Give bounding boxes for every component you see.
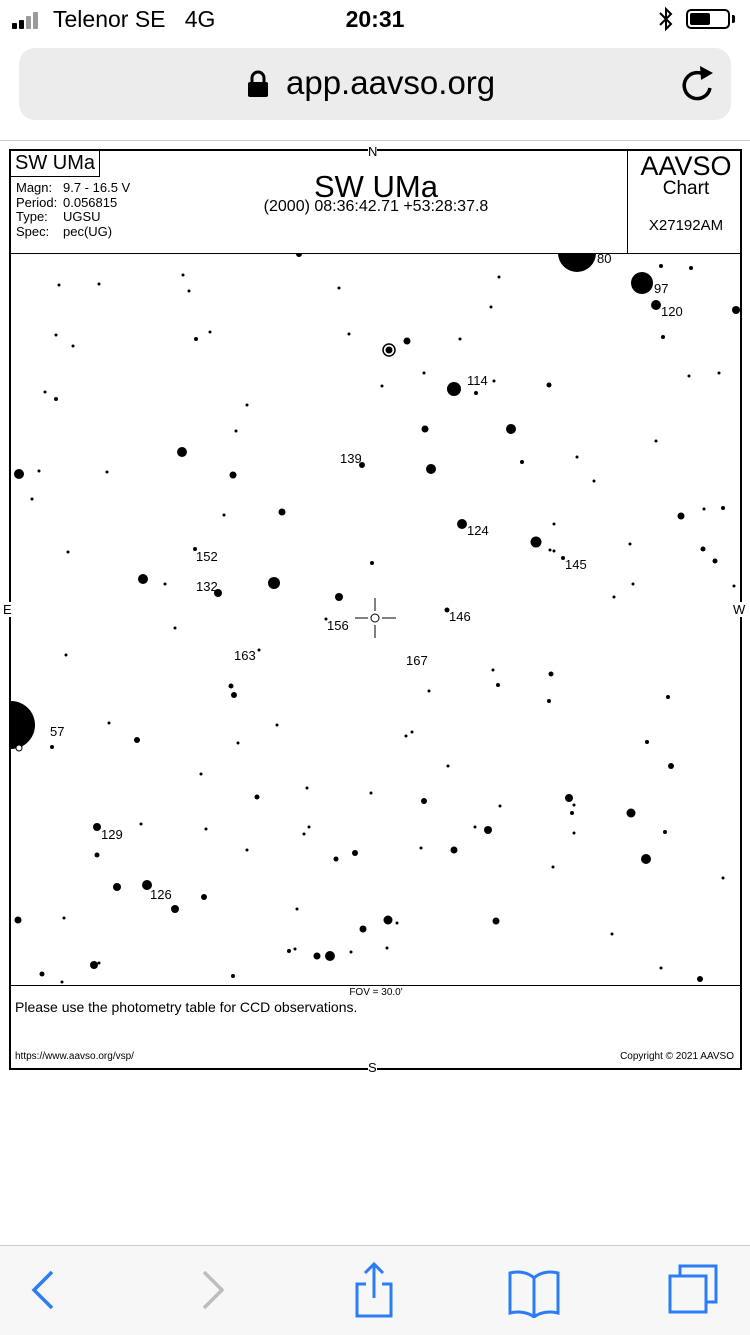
star-marker <box>54 397 58 401</box>
star-marker <box>209 331 212 334</box>
comparison-star-label: 139 <box>340 451 362 466</box>
info-spectrum: Spec: pec(UG) <box>16 223 113 239</box>
star-marker <box>61 981 64 984</box>
star-marker <box>496 683 500 687</box>
south-label: S <box>368 1060 377 1075</box>
browser-toolbar <box>0 1245 750 1335</box>
star-marker <box>223 514 226 517</box>
star-marker <box>314 953 321 960</box>
star-marker <box>447 382 461 396</box>
star-marker <box>426 464 436 474</box>
comparison-star-label: 152 <box>196 549 218 564</box>
star-marker <box>235 430 238 433</box>
comparison-star-label: 132 <box>196 579 218 594</box>
star-marker <box>194 337 198 341</box>
star-marker <box>411 731 414 734</box>
comparison-star-label: 167 <box>406 653 428 668</box>
star-marker <box>140 823 143 826</box>
star-marker <box>420 847 423 850</box>
star-marker <box>268 577 280 589</box>
network-type: 4G <box>184 6 216 32</box>
comparison-star-label: 129 <box>101 827 123 842</box>
ccd-note: Please use the photometry table for CCD observations. <box>15 999 358 1015</box>
comparison-star-label: 80 <box>597 253 612 266</box>
star-marker <box>547 383 552 388</box>
star-marker <box>55 334 58 337</box>
star-marker <box>360 926 367 933</box>
star-marker <box>338 287 341 290</box>
star-marker <box>95 853 100 858</box>
star-marker <box>188 290 191 293</box>
star-marker <box>552 866 555 869</box>
east-label: E <box>3 602 12 617</box>
star-marker <box>549 549 552 552</box>
comparison-star-label: 145 <box>565 557 587 572</box>
star-marker <box>459 338 462 341</box>
star-marker <box>423 372 426 375</box>
star-marker <box>384 916 393 925</box>
star-marker <box>106 471 109 474</box>
star-marker <box>396 922 399 925</box>
star-marker <box>255 795 260 800</box>
star-marker <box>258 649 261 652</box>
star-marker <box>205 828 208 831</box>
star-marker <box>428 690 431 693</box>
star-marker <box>138 574 148 584</box>
star-marker <box>549 672 554 677</box>
star-marker <box>573 832 576 835</box>
star-marker <box>386 947 389 950</box>
star-marker <box>164 583 167 586</box>
star-marker <box>386 347 393 354</box>
tabs-icon[interactable] <box>666 1262 722 1318</box>
star-marker <box>655 440 658 443</box>
org-subtitle: Chart <box>662 178 710 199</box>
star-marker <box>40 972 45 977</box>
star-marker <box>108 722 111 725</box>
star-marker <box>701 547 706 552</box>
star-marker <box>325 951 335 961</box>
star-marker <box>200 773 203 776</box>
chart-title: SW UMa <box>314 169 438 204</box>
star-marker <box>229 684 234 689</box>
bluetooth-icon <box>655 6 677 32</box>
star-marker <box>721 506 725 510</box>
status-bar <box>0 0 750 40</box>
star-marker <box>65 654 68 657</box>
reload-icon[interactable] <box>679 64 715 104</box>
back-icon[interactable] <box>16 1262 72 1318</box>
star-marker <box>688 375 691 378</box>
star-marker <box>276 724 279 727</box>
star-marker <box>370 792 373 795</box>
star-marker <box>493 380 496 383</box>
star-marker <box>90 961 98 969</box>
star-marker <box>663 830 667 834</box>
star-marker <box>629 543 632 546</box>
star-marker <box>296 253 302 257</box>
star-marker <box>576 456 579 459</box>
star-marker <box>718 372 721 375</box>
star-marker <box>474 391 478 395</box>
star-marker <box>231 692 237 698</box>
star-marker <box>201 894 207 900</box>
star-name-tag: SW UMa <box>11 151 100 177</box>
star-info <box>16 181 130 239</box>
battery-icon <box>686 9 730 29</box>
star-marker <box>451 847 458 854</box>
finder-chart <box>3 144 746 1075</box>
star-marker <box>15 917 22 924</box>
comparison-star-label: 156 <box>327 618 349 633</box>
star-marker <box>98 283 101 286</box>
star-marker <box>645 740 649 744</box>
info-magnitude: Magn: 9.7 - 16.5 V <box>16 180 131 195</box>
star-marker <box>308 826 311 829</box>
star-marker <box>457 519 467 529</box>
star-marker <box>506 424 516 434</box>
star-marker <box>237 742 240 745</box>
star-marker <box>246 404 249 407</box>
star-marker <box>72 345 75 348</box>
comparison-star-label: 126 <box>150 887 172 902</box>
star-marker <box>697 976 703 982</box>
chart-id: X27192AM <box>648 217 724 234</box>
star-marker <box>611 933 614 936</box>
star-marker <box>732 306 740 314</box>
star-marker <box>474 826 477 829</box>
copyright: Copyright © 2021 AAVSO <box>620 1051 734 1062</box>
org-logo-text: AAVSO <box>640 151 732 181</box>
comparison-star-label: 120 <box>661 304 683 319</box>
star-marker <box>350 951 353 954</box>
star-marker <box>279 509 286 516</box>
star-marker <box>565 794 573 802</box>
star-marker <box>348 333 351 336</box>
info-period: Period: 0.056815 <box>16 194 118 210</box>
url-text[interactable]: app.aavso.org <box>286 64 496 101</box>
star-marker <box>493 918 500 925</box>
star-marker <box>44 391 47 394</box>
source-url: https://www.aavso.org/vsp/ <box>15 1051 134 1062</box>
star-marker <box>230 472 237 479</box>
star-marker <box>171 905 179 913</box>
comparison-star-label: 57 <box>50 724 65 739</box>
star-marker <box>703 508 706 511</box>
star-marker <box>67 551 70 554</box>
comparison-star-label: 114 <box>467 373 488 388</box>
star-marker <box>287 949 291 953</box>
star-marker <box>713 559 718 564</box>
lock-icon <box>247 70 269 98</box>
star-marker <box>668 763 674 769</box>
share-icon[interactable] <box>346 1262 402 1318</box>
star-marker <box>177 447 187 457</box>
star-marker <box>404 338 411 345</box>
star-marker <box>659 264 663 268</box>
star-marker <box>499 805 502 808</box>
west-label: W <box>733 602 746 617</box>
star-marker <box>246 849 249 852</box>
star-marker <box>303 833 306 836</box>
fov-label: FOV = 30.0' <box>349 987 403 998</box>
star-marker <box>335 593 343 601</box>
star-marker <box>641 854 651 864</box>
star-marker <box>632 583 635 586</box>
carrier-label: Telenor SE 4G <box>53 6 216 32</box>
star-marker <box>627 809 636 818</box>
star-marker <box>661 335 665 339</box>
forward-icon[interactable] <box>184 1262 240 1318</box>
star-marker <box>405 735 408 738</box>
star-marker <box>296 908 299 911</box>
star-marker <box>631 272 653 294</box>
north-label: N <box>368 144 378 159</box>
comparison-star-label: 163 <box>234 648 256 663</box>
star-marker <box>490 306 493 309</box>
star-marker <box>520 460 524 464</box>
star-marker <box>733 585 736 588</box>
star-marker <box>422 426 429 433</box>
star-marker <box>182 274 185 277</box>
comparison-star-label: 124 <box>467 523 489 538</box>
star-marker <box>93 823 101 831</box>
star-field <box>11 253 740 985</box>
star-marker <box>98 962 101 965</box>
star-marker <box>16 745 22 751</box>
star-marker <box>58 284 61 287</box>
star-marker <box>38 470 41 473</box>
star-marker <box>484 826 492 834</box>
star-marker <box>63 917 66 920</box>
star-marker <box>531 537 542 548</box>
star-marker <box>352 850 358 856</box>
star-marker <box>553 550 556 553</box>
star-marker <box>370 561 374 565</box>
star-marker <box>722 877 725 880</box>
star-marker <box>14 469 24 479</box>
star-marker <box>50 745 54 749</box>
star-marker <box>134 737 140 743</box>
star-marker <box>613 596 616 599</box>
star-marker <box>306 787 309 790</box>
star-marker <box>666 695 670 699</box>
info-type: Type: UGSU <box>16 209 101 224</box>
star-marker <box>174 627 177 630</box>
bookmarks-icon[interactable] <box>506 1262 562 1318</box>
star-marker <box>547 699 551 703</box>
star-marker <box>492 669 495 672</box>
target-reticle <box>355 598 396 638</box>
star-marker <box>660 967 663 970</box>
star-marker <box>570 811 574 815</box>
star-marker <box>573 804 576 807</box>
star-marker <box>498 276 501 279</box>
star-marker <box>294 948 297 951</box>
star-marker <box>334 857 339 862</box>
star-marker <box>421 798 427 804</box>
star-marker <box>553 523 556 526</box>
star-marker <box>381 385 384 388</box>
comparison-star-label: 146 <box>449 609 471 624</box>
star-marker <box>558 253 596 272</box>
star-marker <box>231 974 235 978</box>
comparison-star-label: 97 <box>654 281 669 296</box>
star-marker <box>113 883 121 891</box>
star-marker <box>689 266 693 270</box>
chart-coordinates: (2000) 08:36:42.71 +53:28:37.8 <box>263 198 489 215</box>
star-marker <box>651 300 661 310</box>
star-marker <box>593 480 596 483</box>
star-marker <box>11 701 35 749</box>
clock: 20:31 <box>345 6 405 32</box>
star-marker <box>447 765 450 768</box>
star-marker <box>31 498 34 501</box>
star-marker <box>678 513 685 520</box>
